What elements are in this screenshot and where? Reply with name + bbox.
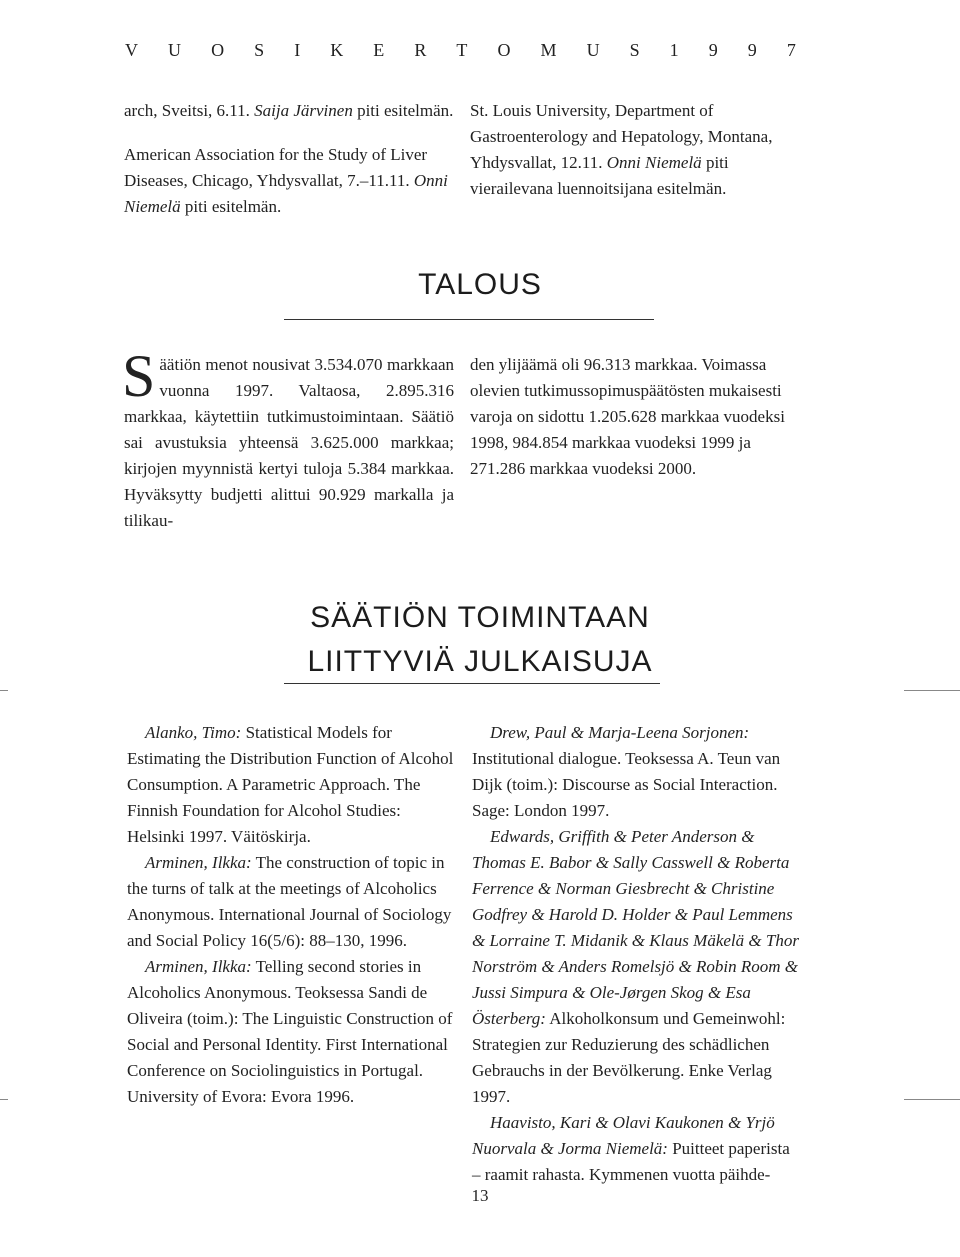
reference-entry <box>127 720 455 850</box>
reference-text: Puitteet paperista – raamit rahasta. Kymmenen vuotta päihde- <box>472 1139 790 1184</box>
page-number: 13 <box>471 1186 489 1205</box>
header-letter: T <box>456 40 469 60</box>
drop-cap: S <box>122 343 156 409</box>
finance-right-column <box>470 352 805 482</box>
header-letter: O <box>211 40 226 60</box>
header-letter: V <box>125 40 139 60</box>
margin-mark <box>904 690 960 691</box>
reference-entry <box>472 1110 802 1188</box>
intro-text: piti esitelmän. <box>352 101 454 120</box>
reference-author: Arminen, Ilkka: <box>145 957 252 976</box>
reference-author: Drew, Paul & Marja-Leena Sorjonen: <box>490 723 750 742</box>
header-letter: U <box>586 40 601 60</box>
reference-text: Telling second stories in Alcoholics Anonymous. Teoksessa Sandi de Oliveira (toim.): The Linguistic Construction of Social and Personal Identity. First International Conference on Sociolinguistics in Portugal. University of Evora: Evora 1996. <box>127 957 453 1106</box>
intro-text: piti esitelmän. <box>180 197 282 216</box>
header-letter: S <box>629 40 641 60</box>
header-letter: 9 <box>747 40 758 60</box>
header-letter: 1 <box>669 40 680 60</box>
margin-mark <box>904 1099 960 1100</box>
person-name: Onni Niemelä <box>124 171 448 216</box>
header-letter: U <box>168 40 183 60</box>
reference-entry <box>127 954 455 1110</box>
finance-left-column <box>122 343 454 534</box>
header-letter: 9 <box>708 40 719 60</box>
heading-rule <box>284 319 654 320</box>
intro-text: American Association for the Study of Liver Diseases, Chicago, Yhdysvallat, 7.–11.11. <box>124 145 428 190</box>
intro-text: arch, Sveitsi, 6.11. <box>124 101 255 120</box>
header-letter: K <box>330 40 345 60</box>
publications-left-column <box>127 720 455 1110</box>
margin-mark <box>0 690 8 691</box>
header-letter: S <box>254 40 266 60</box>
reference-text: The construction of topic in the turns of talk at the meetings of Alcoholics Anonymous. International Journal of Sociology and Social Policy 16(5/6): 88–130, 1996. <box>127 853 452 950</box>
publications-right-column <box>472 720 802 1188</box>
reference-text: Statistical Models for Estimating the Distribution Function of Alcohol Consumption. A Parametric Approach. The Finnish Foundation for Alcohol Studies: Helsinki 1997. Väitöskirja. <box>127 723 454 846</box>
intro-paragraph <box>124 142 454 220</box>
intro-text: piti vierailevana luennoitsijana esitelmän. <box>470 153 729 198</box>
finance-paragraph: den ylijäämä oli 96.313 markkaa. Voimassa olevien tutkimussopimuspäätösten mukaisesti varoja on sidottu 1.205.628 markkaa vuodeksi 1998, 984.854 markkaa vuodeksi 1999 ja 271.286 markkaa vuodeksi 2000. <box>470 355 785 478</box>
intro-right-column <box>470 98 805 202</box>
header-letter: R <box>414 40 428 60</box>
reference-author: Arminen, Ilkka: <box>145 853 252 872</box>
reference-author: Alanko, Timo: <box>145 723 242 742</box>
heading-line: SÄÄTIÖN TOIMINTAAN <box>310 601 650 634</box>
intro-paragraph <box>470 98 805 202</box>
section-heading-publications <box>0 596 960 684</box>
finance-paragraph <box>122 343 454 534</box>
person-name: Saija Järvinen <box>254 101 353 120</box>
header-letter: O <box>497 40 512 60</box>
reference-author: Edwards, Griffith & Peter Anderson & Thomas E. Babor & Sally Casswell & Roberta Ferrence & Norman Giesbrecht & Christine Godfrey & Harold D. Holder & Paul Lemmens & Lorraine T. Midanik & Klaus Mäkelä & Thor Norström & Anders Romelsjö & Robin Room & Jussi Simpura & Ole-Jørgen Skog & Esa Österberg: <box>472 827 799 1028</box>
heading-line: LIITTYVIÄ JULKAISUJA <box>307 645 653 678</box>
reference-author: Haavisto, Kari & Olavi Kaukonen & Yrjö Nuorvala & Jorma Niemelä: <box>472 1113 775 1158</box>
person-name: Onni Niemelä <box>606 153 702 172</box>
intro-left-column <box>124 98 454 220</box>
margin-mark <box>0 1099 8 1100</box>
reference-entry <box>472 824 802 1110</box>
reference-text: Alkoholkonsum und Gemeinwohl: Strategien zur Reduzierung des schädlichen Gebrauchs in der Bevölkerung. Enke Verlag 1997. <box>472 1009 786 1106</box>
reference-text: Institutional dialogue. Teoksessa A. Teun van Dijk (toim.): Discourse as Social Interaction. Sage: London 1997. <box>472 749 781 820</box>
intro-paragraph <box>124 98 454 124</box>
header-letter: M <box>540 40 558 60</box>
reference-entry <box>472 720 802 824</box>
heading-rule <box>284 683 660 684</box>
intro-text: St. Louis University, Department of Gastroenterology and Hepatology, Montana, Yhdysvallat, 12.11. <box>470 101 773 172</box>
header-letter: I <box>294 40 302 60</box>
section-heading-talous: TALOUS <box>418 268 542 301</box>
header-letter: 7 <box>786 40 797 60</box>
running-header <box>125 40 797 61</box>
finance-text: äätiön menot nousivat 3.534.070 markkaan vuonna 1997. Valtaosa, 2.895.316 markkaa, käytettiin tutkimustoimintaan. Säätiö sai avustuksia yhteensä 3.625.000 markkaa; kirjojen myynnistä kertyi tuloja 5.384 markkaa. Hyväksytty budjetti alittui 90.929 markalla ja tilikau- <box>124 355 454 530</box>
reference-entry <box>127 850 455 954</box>
header-letter: E <box>373 40 386 60</box>
